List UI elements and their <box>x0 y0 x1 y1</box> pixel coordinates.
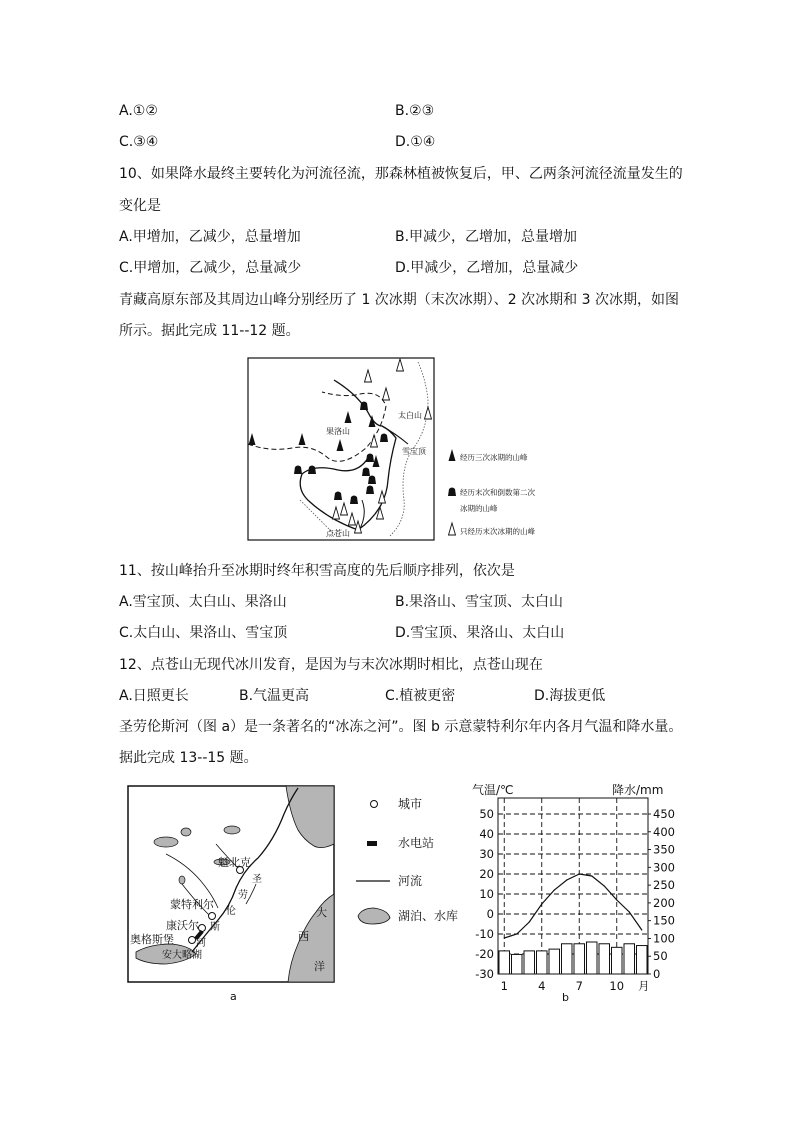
chart-x-tick: 10 <box>609 979 625 993</box>
q10-option-d: D.甲减少，乙增加，总量减少 <box>395 260 579 276</box>
reservoir-5 <box>179 876 185 884</box>
label-xuebao: 雪宝顶 <box>402 447 426 456</box>
chart-caption-b: b <box>562 991 569 1004</box>
legend-river: 河流 <box>398 874 423 888</box>
legend-city: 城市 <box>398 797 423 811</box>
q9-option-b: B.②③ <box>395 103 435 119</box>
chart-right-tick: 150 <box>653 913 675 928</box>
river-char-3: 伦 <box>226 906 236 917</box>
legend-lake-icon <box>358 908 390 924</box>
label-diancang: 点苍山 <box>326 529 350 538</box>
temperature-point-11 <box>629 911 630 912</box>
intro-13-15-line1: 圣劳伦斯河（图 a）是一条著名的“冰冻之河”。图 b 示意蒙特利尔年内各月气温和降水量。 <box>119 719 683 735</box>
q10-option-c: C.甲增加，乙减少，总量减少 <box>119 260 302 276</box>
legend-mound-icon <box>448 488 456 497</box>
chart-right-tick: 450 <box>653 807 675 821</box>
q9-option-c: C.③④ <box>119 134 159 150</box>
temperature-point-9 <box>604 885 605 886</box>
legend-hollow-icon <box>449 523 456 535</box>
intro-11-12-line1: 青藏高原东部及其周边山峰分别经历了 1 次冰期（末次冰期）、2 次冰期和 3 次冰期，如图 <box>119 292 679 308</box>
q12-option-c: C.植被更密 <box>385 688 456 704</box>
chart-left-axis-title: 气温/℃ <box>472 783 514 797</box>
q10-option-a: A.甲增加，乙减少，总量增加 <box>119 229 301 245</box>
q11-option-c: C.太白山、果洛山、雪宝顶 <box>119 625 288 641</box>
chart-x-tick: 4 <box>538 979 546 993</box>
caption-a: a <box>230 990 237 1003</box>
chart-right-tick: 400 <box>653 824 675 839</box>
chart-left-tick: 50 <box>479 807 494 821</box>
temperature-point-2 <box>516 933 517 934</box>
legend-solid-icon <box>449 449 456 461</box>
chart-left-tick: -10 <box>475 927 494 941</box>
temperature-point-7 <box>579 873 580 874</box>
ocean-char-3: 洋 <box>314 960 325 973</box>
river-char-5: 河 <box>196 938 206 949</box>
river-char-2: 劳 <box>238 890 248 901</box>
chart-right-tick: 50 <box>653 949 668 964</box>
temperature-point-8 <box>591 875 592 876</box>
q11-option-b: B.果洛山、雪宝顶、太白山 <box>395 594 564 610</box>
precip-bar-10 <box>612 947 623 974</box>
q11-option-d: D.雪宝顶、果洛山、太白山 <box>395 625 565 641</box>
temperature-point-10 <box>616 899 617 900</box>
chart-right-tick: 350 <box>653 842 675 857</box>
chart-right-axis-title: 降水/mm <box>612 783 664 797</box>
legend-city-icon <box>371 801 378 808</box>
city-kingston-dot <box>199 925 206 932</box>
chart-right-tick: 200 <box>653 895 675 910</box>
chart-right-tick: 100 <box>653 931 675 946</box>
precip-bar-1 <box>499 951 510 974</box>
temperature-point-6 <box>566 879 567 880</box>
precip-bar-9 <box>599 944 610 974</box>
legend-lake: 湖泊、水库 <box>398 909 459 923</box>
glacier-map-figure <box>240 350 560 546</box>
label-ogdensburg: 奥格斯堡 <box>130 933 174 946</box>
legend-one: 只经历末次冰期的山峰 <box>460 527 535 536</box>
chart-x-axis-unit: 月 <box>638 979 650 993</box>
chart-left-tick: -20 <box>475 947 494 961</box>
q12-option-b: B.气温更高 <box>239 688 310 704</box>
precip-bar-3 <box>524 951 535 974</box>
q11-option-a: A.雪宝顶、太白山、果洛山 <box>119 594 287 610</box>
city-montreal-dot <box>209 913 216 920</box>
label-guoluo: 果洛山 <box>326 427 350 436</box>
temperature-point-4 <box>541 903 542 904</box>
chart-right-tick: 0 <box>653 967 661 981</box>
chart-right-tick: 300 <box>653 860 675 875</box>
ocean-char-1: 大 <box>316 906 327 919</box>
ocean-char-2: 西 <box>298 930 309 943</box>
precip-bar-8 <box>587 942 598 974</box>
chart-left-tick: 0 <box>486 907 494 921</box>
chart-left-tick: 10 <box>479 887 494 901</box>
q12-option-a: A.日照更长 <box>119 688 189 704</box>
chart-right-tick: 250 <box>653 878 675 893</box>
legend-two-line1: 经历末次和倒数第二次 <box>460 488 535 497</box>
reservoir-2 <box>181 828 191 836</box>
river-char-1: 圣 <box>252 874 262 885</box>
precip-bar-2 <box>512 954 523 974</box>
st-lawrence-map-figure <box>126 784 472 1006</box>
temperature-point-3 <box>529 921 530 922</box>
precip-bar-12 <box>637 946 648 974</box>
river-char-4: 斯 <box>210 922 220 933</box>
chart-left-tick: 30 <box>479 847 494 861</box>
q10-stem-line2: 变化是 <box>119 198 161 214</box>
temperature-point-5 <box>554 889 555 890</box>
label-kingston: 康沃尔 <box>166 919 199 932</box>
label-taibai: 太白山 <box>398 411 422 420</box>
q9-option-d: D.①④ <box>395 134 436 150</box>
precip-bar-4 <box>537 951 548 974</box>
q10-stem-line1: 10、如果降水最终主要转化为河流径流，那森林植被恢复后，甲、乙两条河流径流量发生的 <box>119 166 683 182</box>
label-montreal: 蒙特利尔 <box>170 898 214 911</box>
chart-x-tick: 1 <box>500 979 508 993</box>
chart-left-tick: 20 <box>479 867 494 881</box>
temperature-point-12 <box>641 929 642 930</box>
chart-left-tick: -30 <box>475 967 494 981</box>
legend-two-line2: 冰期的山峰 <box>460 504 498 513</box>
precip-bar-5 <box>549 949 560 974</box>
legend-three: 经历三次冰期的山峰 <box>460 453 528 462</box>
precip-bar-7 <box>574 944 585 974</box>
label-quebec: 魁北克 <box>218 856 251 869</box>
chart-left-tick: 40 <box>479 827 494 841</box>
intro-11-12-line2: 所示。据此完成 11--12 题。 <box>119 323 300 339</box>
climate-chart <box>470 780 676 1006</box>
intro-13-15-line2: 据此完成 13--15 题。 <box>119 750 258 766</box>
precip-bar-11 <box>624 944 635 974</box>
reservoir-3 <box>224 826 240 834</box>
legend-hydro: 水电站 <box>398 836 435 850</box>
chart-x-tick: 7 <box>575 979 583 993</box>
temperature-line <box>504 874 642 938</box>
q11-stem: 11、按山峰抬升至冰期时终年积雪高度的先后顺序排列，依次是 <box>119 563 515 579</box>
q12-option-d: D.海拔更低 <box>534 688 606 704</box>
q10-option-b: B.甲减少，乙增加，总量增加 <box>395 229 578 245</box>
reservoir-1 <box>154 837 178 847</box>
legend-hydro-icon <box>367 841 377 846</box>
temperature-point-1 <box>504 937 505 938</box>
label-lake-ontario: 安大略湖 <box>162 950 202 961</box>
precip-bar-6 <box>562 944 573 974</box>
q9-option-a: A.①② <box>119 103 158 119</box>
q12-stem: 12、点苍山无现代冰川发育，是因为与末次冰期时相比，点苍山现在 <box>119 657 543 673</box>
